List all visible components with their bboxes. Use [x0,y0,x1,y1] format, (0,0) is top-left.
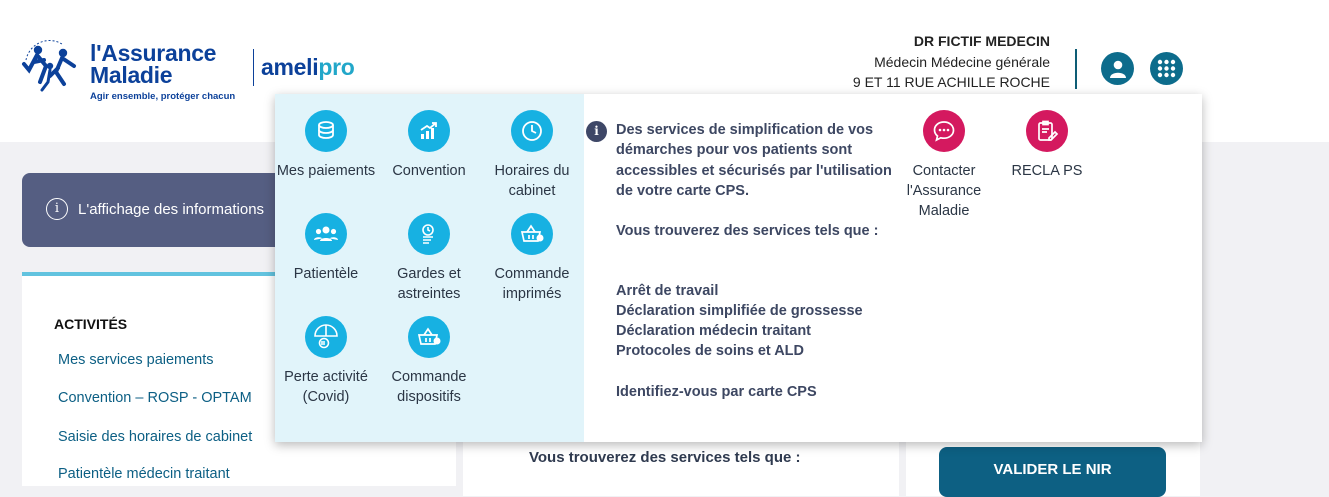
menu-item-gardes[interactable] [378,213,480,304]
apps-grid-icon [1157,59,1176,78]
cps-info-item: Déclaration médecin traitant [616,323,811,339]
menu-item-contacter-assurance[interactable] [893,110,995,221]
user-account-button[interactable] [1101,52,1134,85]
menu-item-label: Perte activité (Covid) [284,369,368,405]
assurance-maladie-logo[interactable] [20,36,252,106]
menu-item-mes-paiements[interactable] [275,110,377,181]
apps-menu-button[interactable] [1150,52,1183,85]
user-divider [1075,49,1077,89]
validate-nir-button[interactable]: VALIDER LE NIR [939,447,1166,497]
menu-item-label: Mes paiements [276,163,376,179]
cps-info-item: Déclaration simplifiée de grossesse [616,303,863,319]
logo-line1: l'Assurance [90,40,217,66]
sidebar-link-paiements[interactable]: Mes services paiements [58,352,214,368]
cps-info-item: Protocoles de soins et ALD [616,343,804,359]
services-dropdown-menu [275,94,1202,442]
menu-item-perte-activite[interactable] [275,316,377,407]
menu-item-recla-ps[interactable] [996,110,1098,181]
services-panel [463,436,899,496]
menu-item-label: Convention [392,163,466,179]
euro-coins-icon [305,110,347,152]
menu-item-commande-dispositifs[interactable] [378,316,480,407]
menu-item-horaires[interactable] [481,110,583,201]
sidebar-link-convention[interactable]: Convention – ROSP - OPTAM [58,390,252,406]
chart-growth-icon [408,110,450,152]
basket-icon [511,213,553,255]
cps-info-paragraph: Des services de simplification de vos démarches pour vos patients sont accessibles et sécurisés par l'utilisation de votre carte CPS. [616,122,892,199]
amelipro-logo[interactable] [261,54,354,81]
assurance-maladie-emblem-icon [20,38,84,94]
umbrella-euro-icon [305,316,347,358]
info-banner-text: L'affichage des informations [78,201,265,218]
people-group-icon [305,213,347,255]
amelipro-part1: ameli [261,54,319,80]
menu-item-label: Contacter l'Assurance Maladie [906,163,982,219]
user-name: DR FICTIF MEDECIN [913,33,1050,49]
cps-info-intro: Vous trouverez des services tels que : [616,223,879,239]
sidebar-link-horaires[interactable]: Saisie des horaires de cabinet [58,429,253,445]
chat-bubble-icon [923,110,965,152]
cps-login-prompt: Identifiez-vous par carte CPS [616,384,817,400]
menu-item-label: Patientèle [293,266,359,282]
logo-line2: Maladie [90,62,173,88]
basket-icon [408,316,450,358]
user-icon [1108,59,1128,79]
services-text: Vous trouverez des services tels que : [529,449,801,466]
menu-item-commande-imprimes[interactable] [481,213,583,304]
timer-document-icon [408,213,450,255]
user-info [853,31,1050,93]
menu-item-label: Gardes et astreintes [397,266,461,302]
logo-tagline: Agir ensemble, protéger chacun [90,91,236,102]
services-grid [275,94,584,442]
logo-divider [253,49,254,86]
user-address: 9 ET 11 RUE ACHILLE ROCHE [852,74,1050,90]
info-icon: i [586,121,607,142]
menu-item-label: Commande imprimés [494,266,570,302]
menu-item-patientele[interactable] [275,213,377,284]
nir-panel [906,436,1200,496]
amelipro-part2: pro [318,54,355,80]
sidebar-link-patientele[interactable]: Patientèle médecin traitant [58,466,230,482]
user-role: Médecin Médecine générale [874,53,1050,70]
info-icon: i [46,198,68,220]
menu-item-convention[interactable] [378,110,480,181]
menu-item-label: Horaires du cabinet [494,163,570,199]
menu-item-label: Commande dispositifs [391,369,467,405]
clock-icon [511,110,553,152]
clipboard-edit-icon [1026,110,1068,152]
cps-info-item: Arrêt de travail [616,283,719,299]
activities-heading: ACTIVITÉS [54,316,128,332]
menu-item-label: RECLA PS [1011,163,1083,179]
